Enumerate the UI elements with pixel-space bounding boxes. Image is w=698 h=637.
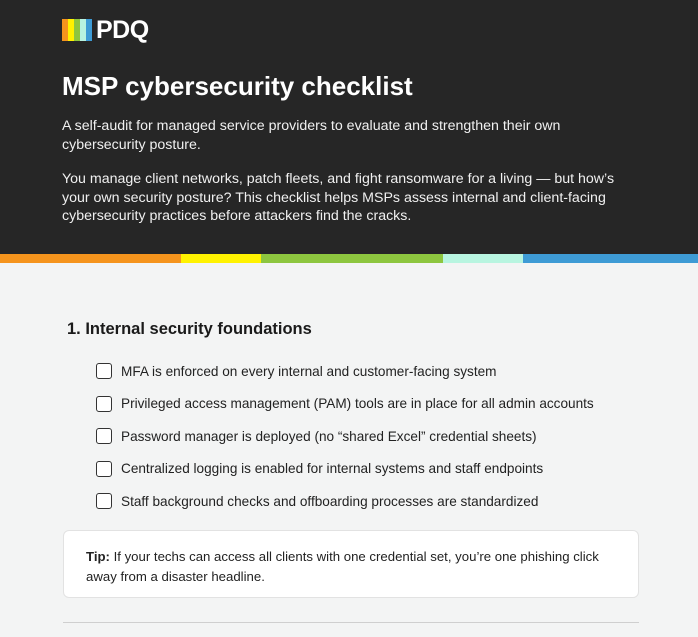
checkbox[interactable]	[96, 461, 112, 477]
stripe-segment	[523, 254, 698, 263]
page-intro: You manage client networks, patch fleets, and fight ransomware for a living — but how’s your own security posture? This checklist helps MSPs assess internal and client-facing cybersecurity practices before attackers find the cracks.	[62, 171, 615, 224]
checkbox[interactable]	[96, 396, 112, 412]
checklist-item-label: Privileged access management (PAM) tools are in place for all admin accounts	[121, 396, 594, 412]
checklist-item	[96, 420, 698, 453]
checkbox[interactable]	[96, 493, 112, 509]
checklist-item-label: MFA is enforced on every internal and customer-facing system	[121, 363, 497, 379]
checkbox[interactable]	[96, 428, 112, 444]
checklist-section	[0, 263, 698, 623]
checklist-item	[96, 355, 698, 388]
checklist	[67, 355, 698, 518]
logo-bar	[86, 19, 92, 41]
section-title: 1. Internal security foundations	[67, 320, 312, 338]
page-title: MSP cybersecurity checklist	[62, 71, 413, 101]
page-header	[0, 0, 698, 254]
checklist-item	[96, 485, 698, 518]
logo-color-bars	[62, 19, 92, 41]
logo-text: PDQ	[96, 16, 149, 44]
stripe-segment	[443, 254, 523, 263]
checklist-item	[96, 388, 698, 421]
checklist-item-label: Staff background checks and offboarding processes are standardized	[121, 493, 539, 509]
section-divider	[63, 622, 639, 623]
checklist-item-label: Centralized logging is enabled for internal systems and staff endpoints	[121, 461, 544, 477]
checklist-item-label: Password manager is deployed (no “shared Excel” credential sheets)	[121, 428, 537, 444]
checkbox[interactable]	[96, 363, 112, 379]
stripe-segment	[261, 254, 443, 263]
tip-box	[63, 530, 639, 598]
pdq-logo[interactable]	[62, 18, 636, 42]
checklist-item	[96, 453, 698, 486]
stripe-segment	[0, 254, 181, 263]
page-subtitle: A self-audit for managed service providers to evaluate and strengthen their own cybersecurity posture.	[62, 118, 561, 153]
color-stripe	[0, 254, 698, 263]
stripe-segment	[181, 254, 261, 263]
tip-label: Tip:	[86, 548, 110, 564]
tip-text: If your techs can access all clients with one credential set, you’re one phishing click away from a disaster headline.	[86, 548, 599, 584]
